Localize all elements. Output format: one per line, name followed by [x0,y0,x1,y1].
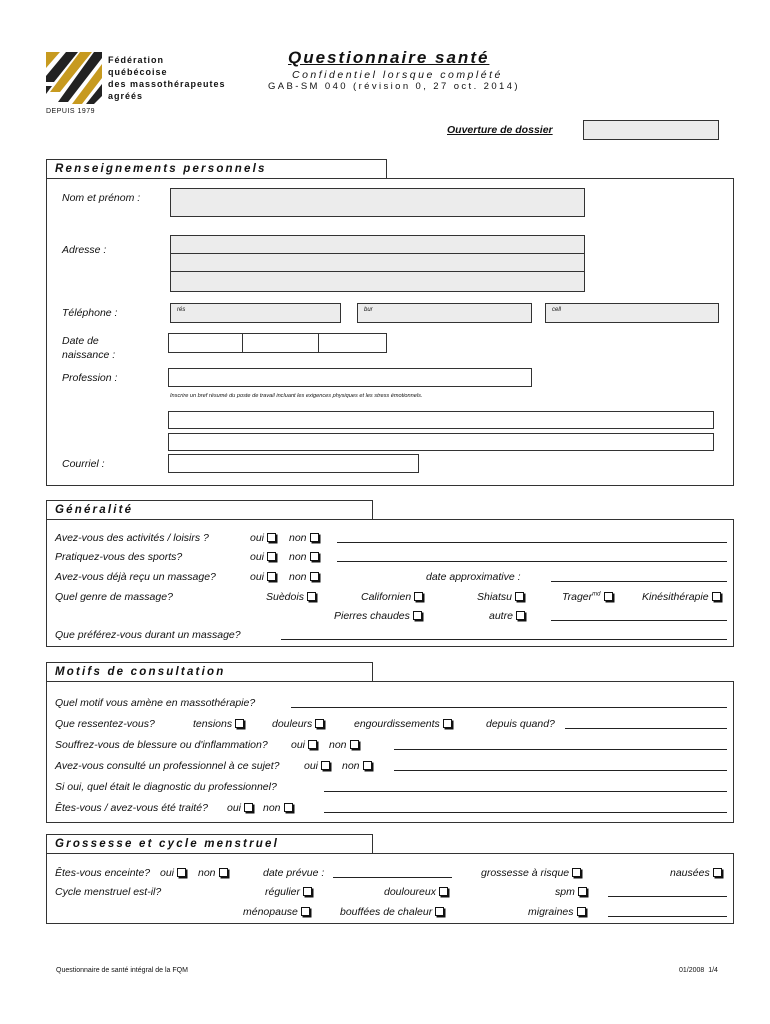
general-q1-no [289,532,319,544]
checkbox[interactable] [307,592,316,601]
footer-right: 01/2008 1/4 [679,967,718,974]
type-trager [562,591,613,603]
yes-label: oui [250,532,265,544]
checkbox[interactable] [572,868,581,877]
pregnant-yes [160,867,186,879]
type-shiatsu [477,591,524,603]
phone-bur-hint: bur [364,307,373,313]
motives-q4: Avez-vous consulté un professionnel à ce sujet? [55,760,280,772]
trager-sup: md [592,591,601,598]
page-subtitle: Confidentiel lorsque complété [292,69,503,81]
checkbox[interactable] [244,803,253,812]
checkbox[interactable] [301,907,310,916]
general-q2-yes [250,551,276,563]
checkbox[interactable] [267,572,276,581]
feeling-douleurs [272,718,324,730]
form-code: GAB-SM 040 (révision 0, 27 oct. 2014) [268,81,520,92]
birth-month-field[interactable] [242,333,319,353]
general-q3-no [289,571,319,583]
approx-date-label: date approximative : [426,571,521,583]
checkbox[interactable] [443,719,452,728]
motives-q2: Que ressentez-vous? [55,718,155,730]
general-q3: Avez-vous déjà reçu un massage? [55,571,216,583]
profession-hint: Inscrire un bref résumé du poste de travail incluant les exigences physiques et les stress émotionnels. [170,393,423,399]
type-californien [361,591,423,603]
motives-q6-no [263,802,293,814]
general-q1: Avez-vous des activités / loisirs ? [55,532,209,544]
preference-q: Que préférez-vous durant un massage? [55,629,241,641]
type-autre [489,610,525,622]
no-label: non [342,760,360,772]
since-when-line[interactable] [565,728,727,729]
logo-since: DEPUIS 1979 [46,108,96,115]
checkbox[interactable] [284,803,293,812]
section-motives-heading: Motifs de consultation [46,662,373,682]
motives-q5: Si oui, quel était le diagnostic du professionnel? [55,781,277,793]
type-label: Shiatsu [477,591,513,603]
pms-label: spm [555,886,575,898]
logo-line-1: Fédération [108,55,165,65]
address-line-1[interactable] [170,235,585,254]
regular-option [265,886,312,898]
phone-bur-field[interactable] [357,303,532,323]
type-pierres-chaudes [334,610,422,622]
checkbox[interactable] [315,719,324,728]
no-label: non [198,867,216,879]
email-label: Courriel : [62,458,105,470]
logo-line-4: agréés [108,91,144,101]
phone-cell-field[interactable] [545,303,719,323]
profession-label: Profession : [62,372,118,384]
nausea-option [670,867,722,879]
yes-label: oui [250,551,265,563]
no-label: non [289,551,307,563]
migraines-option [528,906,586,918]
checkbox[interactable] [515,592,524,601]
checkbox[interactable] [604,592,613,601]
motives-q3-yes [291,739,317,751]
migraines-label: migraines [528,906,574,918]
checkbox[interactable] [439,887,448,896]
checkbox[interactable] [350,740,359,749]
motives-q1-line[interactable] [291,707,727,708]
feeling-label: douleurs [272,718,313,730]
page-title: Questionnaire santé [288,48,490,67]
hot-flashes-option [340,906,444,918]
pregnant-no [198,867,228,879]
checkbox[interactable] [578,887,587,896]
no-label: non [263,802,281,814]
checkbox[interactable] [321,761,330,770]
type-label: Suèdois [266,591,304,603]
name-field[interactable] [170,188,585,217]
motives-q6-line[interactable] [324,812,727,813]
footer-left: Questionnaire de santé intégral de la FQM [56,967,188,974]
checkbox[interactable] [435,907,444,916]
profession-field[interactable] [168,368,532,387]
due-date-line[interactable] [333,877,452,878]
painful-option [384,886,448,898]
menopause-option [243,906,310,918]
checkbox[interactable] [267,552,276,561]
hot-flashes-label: bouffées de chaleur [340,906,433,918]
checkbox[interactable] [177,868,186,877]
dossier-field[interactable] [583,120,719,140]
motives-q3-line[interactable] [394,749,727,750]
checkbox[interactable] [413,611,422,620]
checkbox[interactable] [310,533,319,542]
name-label: Nom et prénom : [62,192,141,204]
risk-option [481,867,581,879]
pms-line[interactable] [608,896,727,897]
feeling-tensions [193,718,244,730]
address-label: Adresse : [62,244,107,256]
email-field[interactable] [168,454,419,473]
yes-label: oui [291,739,306,751]
general-q2-answer-line[interactable] [337,561,727,562]
massage-type-q: Quel genre de massage? [55,591,173,603]
no-label: non [289,571,307,583]
preference-line[interactable] [281,639,727,640]
logo-text [108,54,226,102]
general-q1-answer-line[interactable] [337,542,727,543]
general-q2-no [289,551,319,563]
no-label: non [329,739,347,751]
motives-q4-line[interactable] [394,770,727,771]
motives-q3: Souffrez-vous de blessure ou d'inflammation? [55,739,268,751]
type-kinesitherapie [642,591,721,603]
birth-year-field[interactable] [318,333,387,353]
regular-label: régulier [265,886,301,898]
checkbox[interactable] [516,611,525,620]
painful-label: douloureux [384,886,436,898]
general-q3-yes [250,571,276,583]
type-label: autre [489,610,513,622]
logo-line-2: québécoise [108,67,168,77]
phone-res-field[interactable] [170,303,341,323]
type-label: Trager [562,591,593,603]
checkbox[interactable] [577,907,586,916]
phone-res-hint: rés [177,307,186,313]
checkbox[interactable] [712,592,721,601]
type-suedois [266,591,316,603]
nausea-label: nausées [670,867,710,879]
fqm-logo-mark [46,52,102,104]
menopause-label: ménopause [243,906,298,918]
birth-day-field[interactable] [168,333,243,353]
feeling-engourdissements [354,718,452,730]
motives-q6: Êtes-vous / avez-vous été traité? [55,802,208,814]
yes-label: oui [227,802,242,814]
general-q2: Pratiquez-vous des sports? [55,551,183,563]
general-q1-yes [250,532,276,544]
profession-desc-line-2[interactable] [168,433,714,451]
yes-label: oui [250,571,265,583]
motives-q3-no [329,739,359,751]
section-general-heading: Généralité [46,500,373,520]
type-label: Californien [361,591,412,603]
motives-q4-yes [304,760,330,772]
checkbox[interactable] [303,887,312,896]
feeling-label: tensions [193,718,233,730]
phone-cell-hint: cell [552,307,562,313]
type-autre-line[interactable] [551,620,727,621]
checkbox[interactable] [310,572,319,581]
motives-q5-line[interactable] [324,791,727,792]
logo-line-3: des massothérapeutes [108,79,226,89]
since-when-label: depuis quand? [486,718,555,730]
section-pregnancy-heading: Grossesse et cycle menstruel [46,834,373,854]
no-label: non [289,532,307,544]
pms-option [555,886,587,898]
phone-label: Téléphone : [62,307,118,319]
checkbox[interactable] [310,552,319,561]
type-label: Kinésithérapie [642,591,709,603]
motives-q4-no [342,760,372,772]
due-date-label: date prévue : [263,867,325,879]
checkbox[interactable] [235,719,244,728]
checkbox[interactable] [363,761,372,770]
motives-q1: Quel motif vous amène en massothérapie? [55,697,256,709]
approx-date-line[interactable] [551,581,727,582]
profession-desc-line-1[interactable] [168,411,714,429]
birth-label-1: Date de [62,335,99,347]
yes-label: oui [304,760,319,772]
feeling-label: engourdissements [354,718,440,730]
checkbox[interactable] [414,592,423,601]
address-line-3[interactable] [170,271,585,292]
risk-label: grossesse à risque [481,867,570,879]
cycle-q: Cycle menstruel est-il? [55,886,162,898]
address-line-2[interactable] [170,253,585,272]
section-personal-heading: Renseignements personnels [46,159,387,179]
type-label: Pierres chaudes [334,610,410,622]
yes-label: oui [160,867,175,879]
motives-q6-yes [227,802,253,814]
checkbox[interactable] [219,868,228,877]
pregnant-q: Êtes-vous enceinte? [55,867,151,879]
checkbox[interactable] [308,740,317,749]
checkbox[interactable] [713,868,722,877]
checkbox[interactable] [267,533,276,542]
migraines-line[interactable] [608,916,727,917]
birth-label-2: naissance : [62,349,116,361]
dossier-label: Ouverture de dossier [447,124,553,136]
